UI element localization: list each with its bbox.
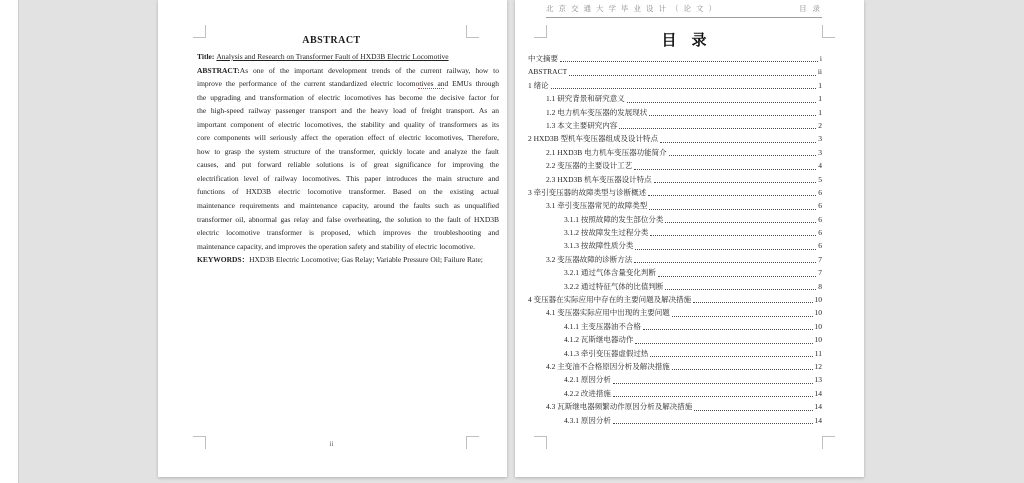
keywords-text: HXD3B Electric Locomotive; Gas Relay; Variable Pressure Oil; Failure Rate; (249, 255, 483, 265)
title-line[interactable] (197, 50, 499, 64)
toc-entry[interactable] (528, 280, 822, 293)
toc-entry[interactable] (528, 159, 822, 172)
dot-leader (613, 396, 813, 397)
toc-entry-page: 7 (818, 254, 822, 264)
toc-entry[interactable] (528, 266, 822, 279)
toc-entry-page: 1 (818, 94, 822, 104)
toc-entry-text: 2.2 变压器的主要设计工艺 (546, 161, 633, 171)
title-label: Title: (197, 52, 215, 61)
dot-leader (672, 316, 813, 317)
abstract-line[interactable]: the upgrading and transformation of electric locomotives has become the decisive factor for (197, 92, 499, 102)
running-header-section: 目 录 (799, 4, 822, 13)
toc-entry-text: 2.1 HXD3B 电力机车变压器功能简介 (546, 147, 667, 157)
toc-entry-text: 4.1 变压器实际应用中出现的主要问题 (546, 308, 670, 318)
abstract-line[interactable]: maintenance capacity, and improves the operation safety and stability of electric locomotive. (197, 241, 475, 251)
toc-entry-page: 7 (818, 268, 822, 278)
toc-entry-page: 6 (818, 214, 822, 224)
abstract-heading[interactable]: ABSTRACT (302, 35, 361, 46)
toc-entry-page: 10 (814, 321, 822, 331)
toc-entry[interactable] (528, 320, 822, 333)
toc-entry[interactable] (528, 186, 822, 199)
toc-entry-text: 4 变压器在实际应用中存在的主要问题及解决措施 (528, 295, 692, 305)
toc-entry-text: 3.2.1 通过气体含量变化判断 (564, 268, 656, 278)
title-text: Analysis and Research on Transformer Fault of HXD3B Electric Locomotive (216, 52, 449, 61)
toc-entry-page: 14 (814, 388, 822, 398)
toc-entry[interactable] (528, 306, 822, 319)
toc-entry-page: 13 (814, 375, 822, 385)
toc-entry[interactable] (528, 146, 822, 159)
toc-entry-page: 8 (818, 281, 822, 291)
toc-entry-page: 10 (814, 308, 822, 318)
toc-entry-text: 4.2 主变油不合格原因分析及解决措施 (546, 361, 670, 371)
abstract-line[interactable]: electric locomotive transformer is proposed, which improves the troubleshooting and (197, 228, 499, 238)
toc-entry-page: 6 (818, 187, 822, 197)
abstract-page (158, 0, 507, 477)
dot-leader (693, 302, 812, 303)
dot-leader (694, 410, 812, 411)
margin-crop-mark-top-right (822, 25, 835, 38)
dot-leader (634, 262, 816, 263)
toc-entry-text: 3.2 变压器故障的诊断方法 (546, 254, 633, 264)
dot-leader (650, 356, 812, 357)
toc-entry[interactable] (528, 226, 822, 239)
abstract-line[interactable]: important component of electric locomotives, the stability and quality of transformers as its (197, 119, 499, 129)
dot-leader (613, 423, 813, 424)
toc-entry-page: 11 (814, 348, 822, 358)
toc-entry-text: 1.2 电力机车变压器的发展现状 (546, 107, 648, 117)
toc-entry[interactable] (528, 373, 822, 386)
dot-leader (669, 155, 817, 156)
toc-entry[interactable] (528, 360, 822, 373)
abstract-line[interactable]: transformer oil, abnormal gas relay and false overheating, the solution to the fault of HXD3B (197, 214, 499, 224)
abstract-line[interactable]: causes, and put forward reliable solutions is of great significance for improving the (197, 160, 499, 170)
toc-entry-text: 3 牵引变压器的故障类型与诊断概述 (528, 187, 647, 197)
toc-entry-page: 12 (814, 361, 822, 371)
toc-entry-page: 6 (818, 228, 822, 238)
toc-entry-text: 4.3 瓦斯继电器频繁动作原因分析及解决措施 (546, 402, 693, 412)
dot-leader (634, 169, 816, 170)
margin-crop-mark-bottom-left (534, 436, 547, 449)
dot-leader (660, 142, 816, 143)
toc-entry-text: 2 HXD3B 型机车变压器组成及设计特点 (528, 134, 659, 144)
toc-entry-page: i (819, 53, 822, 63)
running-header-title: 北京交通大学毕业设计（论文） (546, 4, 721, 13)
toc-entry-text: ABSTRACT (528, 67, 568, 77)
dot-leader (627, 102, 817, 103)
abstract-line[interactable]: electrification level of railway locomotives. This paper introduces the main structure and (197, 173, 499, 183)
toc-entry-page: 14 (814, 415, 822, 425)
toc-entry[interactable] (528, 414, 822, 427)
toc-entry-text: 1.1 研究背景和研究意义 (546, 94, 625, 104)
toc-list (528, 52, 822, 427)
dot-leader (643, 329, 813, 330)
toc-entry[interactable] (528, 199, 822, 212)
dot-leader (569, 75, 816, 76)
dot-leader (649, 209, 816, 210)
toc-entry-text: 中文摘要 (528, 53, 558, 63)
toc-entry-page: 3 (818, 147, 822, 157)
dot-leader (665, 222, 816, 223)
running-header[interactable] (546, 4, 822, 18)
toc-entry-text: 4.2.2 改进措施 (564, 388, 611, 398)
toc-entry-page: 14 (814, 402, 822, 412)
toc-entry[interactable] (528, 65, 822, 78)
toc-entry-text: 2.3 HXD3B 机车变压器设计特点 (546, 174, 652, 184)
toc-entry-text: 4.3.1 原因分析 (564, 415, 611, 425)
toc-entry-text: 1.3 本文主要研究内容 (546, 120, 618, 130)
toc-entry-text: 4.2.1 原因分析 (564, 375, 611, 385)
dot-leader (648, 195, 816, 196)
toc-entry[interactable] (528, 400, 822, 413)
abstract-lead-text: As one of the important development trends of the current railway, how to (239, 65, 499, 75)
dot-leader (672, 369, 813, 370)
toc-entry[interactable] (528, 293, 822, 306)
dot-leader (551, 88, 817, 89)
toc-page (515, 0, 864, 477)
toc-entry[interactable] (528, 52, 822, 65)
toc-entry[interactable] (528, 239, 822, 252)
spellcheck-underline (418, 88, 444, 89)
abstract-line[interactable]: functions of HXD3B electric locomotive transformer. Based on the existing actual (197, 187, 499, 197)
toc-entry-page: ii (817, 67, 822, 77)
toc-entry-page: 10 (814, 295, 822, 305)
dot-leader (635, 343, 812, 344)
toc-entry-text: 4.1.1 主变压器油不合格 (564, 321, 641, 331)
keywords-label: KEYWORDS： (197, 255, 250, 265)
toc-entry-page: 10 (814, 335, 822, 345)
toc-entry-page: 1 (818, 80, 822, 90)
abstract-line[interactable]: how to grasp the system structure of the transformer, quickly locate and analyze the fault (197, 146, 499, 156)
toc-entry-text: 4.1.3 牵引变压器虚假过热 (564, 348, 649, 358)
toc-entry-page: 4 (818, 161, 822, 171)
toc-heading[interactable]: 目 录 (661, 33, 707, 49)
page-number[interactable]: ii (329, 440, 334, 448)
dot-leader (654, 182, 817, 183)
margin-crop-mark-bottom-right (466, 436, 479, 449)
abstract-line[interactable]: the high-speed railway passenger transport and the heavy load of freight transport. As an (197, 106, 499, 116)
toc-entry[interactable] (528, 173, 822, 186)
abstract-line[interactable] (197, 64, 499, 78)
abstract-line[interactable]: improve the performance of the current standardized electric locomotives and EMUs through (197, 79, 499, 89)
toc-entry-text: 3.1.3 按故障性质分类 (564, 241, 634, 251)
dot-leader (650, 235, 816, 236)
dot-leader (665, 289, 816, 290)
toc-entry[interactable] (528, 92, 822, 105)
abstract-body (197, 50, 499, 267)
toc-entry-page: 5 (818, 174, 822, 184)
toc-entry[interactable] (528, 387, 822, 400)
toc-entry-page: 6 (818, 241, 822, 251)
toc-entry[interactable] (528, 213, 822, 226)
dot-leader (649, 115, 816, 116)
toc-entry-text: 3.1.1 按照故障的发生部位分类 (564, 214, 664, 224)
dot-leader (613, 383, 813, 384)
toc-entry[interactable] (528, 79, 822, 92)
dot-leader (658, 276, 816, 277)
toc-entry-text: 3.1 牵引变压器常见的故障类型 (546, 201, 648, 211)
toc-entry[interactable] (528, 347, 822, 360)
margin-crop-mark-top-right (466, 25, 479, 38)
margin-crop-mark-bottom-right (822, 436, 835, 449)
keywords-line[interactable] (197, 253, 499, 267)
toc-entry-text: 3.2.2 通过特征气体的比值判断 (564, 281, 664, 291)
dot-leader (619, 128, 816, 129)
abstract-line[interactable]: maintenance requirements and maintenance capacity, around the faults such as unqualified (197, 201, 499, 211)
abstract-label: ABSTRACT: (197, 65, 240, 75)
toc-entry[interactable] (528, 119, 822, 132)
abstract-line[interactable]: core components will seriously affect the operation effect of electric locomotives, Therefore, (197, 133, 499, 143)
toc-entry-text: 3.1.2 按故障发生过程分类 (564, 228, 649, 238)
toc-entry[interactable] (528, 333, 822, 346)
toc-entry-text: 1 绪论 (528, 80, 549, 90)
left-edge-panel (0, 0, 19, 483)
toc-entry-page: 3 (818, 134, 822, 144)
toc-entry[interactable] (528, 253, 822, 266)
toc-entry-text: 4.1.2 瓦斯继电器动作 (564, 335, 634, 345)
dot-leader (560, 61, 818, 62)
toc-entry-page: 1 (818, 107, 822, 117)
toc-entry[interactable] (528, 106, 822, 119)
toc-entry-page: 6 (818, 201, 822, 211)
toc-entry[interactable] (528, 132, 822, 145)
toc-entry-page: 2 (818, 120, 822, 130)
dot-leader (635, 249, 816, 250)
